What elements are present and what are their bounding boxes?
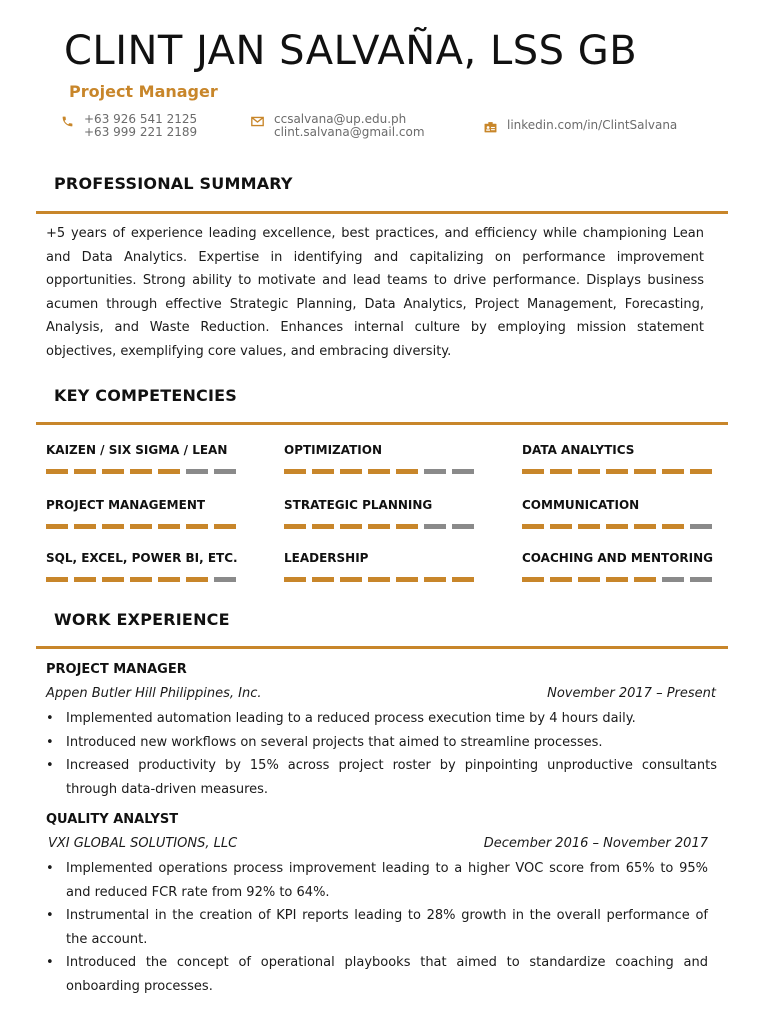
contact-phone <box>60 113 197 139</box>
job-company: Appen Butler Hill Philippines, Inc. <box>46 686 262 701</box>
level-segment <box>662 577 684 582</box>
level-segment <box>606 524 628 529</box>
linkedin-link[interactable]: linkedin.com/in/ClintSalvana <box>507 118 678 132</box>
list-item: • Instrumental in the creation of KPI reports leading to 28% growth in the overall performance of the account. <box>46 904 708 951</box>
level-segment <box>396 469 418 474</box>
level-segment <box>340 469 362 474</box>
contact-email <box>250 113 425 139</box>
level-segment <box>312 524 334 529</box>
level-segment <box>46 577 68 582</box>
level-segment <box>690 577 712 582</box>
level-segment <box>424 577 446 582</box>
competency-item <box>284 498 494 529</box>
competency-level-bar <box>284 469 494 474</box>
competency-level-bar <box>46 524 256 529</box>
level-segment <box>690 469 712 474</box>
summary-heading: PROFESSIONAL SUMMARY <box>54 174 293 193</box>
competency-label: OPTIMIZATION <box>284 443 383 457</box>
competency-label: DATA ANALYTICS <box>522 443 635 457</box>
level-segment <box>662 524 684 529</box>
competency-item <box>522 498 732 529</box>
competency-item <box>284 443 494 474</box>
level-segment <box>452 469 474 474</box>
level-segment <box>424 469 446 474</box>
job-dates: December 2016 – November 2017 <box>483 836 708 851</box>
competency-label: KAIZEN / SIX SIGMA / LEAN <box>46 443 228 457</box>
level-segment <box>186 577 208 582</box>
level-segment <box>368 577 390 582</box>
phone-number-2[interactable]: +63 999 221 2189 <box>84 125 198 139</box>
level-segment <box>214 469 236 474</box>
level-segment <box>690 524 712 529</box>
competency-level-bar <box>522 524 732 529</box>
competency-item <box>46 443 256 474</box>
competency-item <box>522 443 732 474</box>
list-item: • Implemented operations process improvement leading to a higher VOC score from 65% to 95% and reduced FCR rate from 92% to 64%. <box>46 857 708 904</box>
level-segment <box>424 524 446 529</box>
level-segment <box>102 469 124 474</box>
competency-item <box>284 551 494 582</box>
candidate-role: Project Manager <box>69 82 218 101</box>
job-dates: November 2017 – Present <box>547 686 716 701</box>
level-segment <box>284 577 306 582</box>
level-segment <box>606 469 628 474</box>
list-item: • Increased productivity by 15% across project roster by pinpointing unproductive consultants through data-driven measures. <box>46 754 717 801</box>
level-segment <box>634 577 656 582</box>
experience-divider <box>36 646 728 649</box>
envelope-icon <box>250 114 264 128</box>
competency-label: COMMUNICATION <box>522 498 640 512</box>
job-title: PROJECT MANAGER <box>46 662 187 677</box>
competency-label: LEADERSHIP <box>284 551 369 565</box>
competency-level-bar <box>284 524 494 529</box>
level-segment <box>634 469 656 474</box>
level-segment <box>662 469 684 474</box>
competencies-heading: KEY COMPETENCIES <box>54 386 237 405</box>
level-segment <box>550 524 572 529</box>
level-segment <box>522 577 544 582</box>
level-segment <box>158 577 180 582</box>
competency-label: COACHING AND MENTORING <box>522 551 713 565</box>
level-segment <box>312 469 334 474</box>
level-segment <box>284 524 306 529</box>
level-segment <box>550 577 572 582</box>
level-segment <box>130 469 152 474</box>
level-segment <box>102 577 124 582</box>
email-2[interactable]: clint.salvana@gmail.com <box>274 125 425 139</box>
competency-label: STRATEGIC PLANNING <box>284 498 433 512</box>
level-segment <box>284 469 306 474</box>
level-segment <box>130 577 152 582</box>
level-segment <box>46 469 68 474</box>
list-item: • Introduced new workflows on several projects that aimed to streamline processes. <box>46 731 717 755</box>
summary-text: +5 years of experience leading excellence, best practices, and efficiency while championing Lean and Data Analytics. Expertise in identifying and capitalizing on performance improvement opportunities. Strong ability to motivate and lead teams to drive performance. Displays business acumen through effective Strategic Planning, Data Analytics, Project Management, Forecasting, Analysis, and Waste Reduction. Enhances internal culture by employing mission statement objectives, exemplifying core values, and embracing diversity. <box>46 226 704 359</box>
competency-level-bar <box>522 469 732 474</box>
level-segment <box>74 469 96 474</box>
level-segment <box>522 524 544 529</box>
level-segment <box>578 524 600 529</box>
level-segment <box>46 524 68 529</box>
id-card-icon <box>483 120 497 134</box>
competency-item <box>522 551 732 582</box>
candidate-name: CLINT JAN SALVAÑA, LSS GB <box>64 28 638 74</box>
level-segment <box>186 469 208 474</box>
level-segment <box>102 524 124 529</box>
level-segment <box>522 469 544 474</box>
competency-level-bar <box>284 577 494 582</box>
experience-heading: WORK EXPERIENCE <box>54 610 230 629</box>
competency-item <box>46 498 256 529</box>
job-title: QUALITY ANALYST <box>46 812 179 827</box>
level-segment <box>634 524 656 529</box>
level-segment <box>214 577 236 582</box>
level-segment <box>368 469 390 474</box>
level-segment <box>606 577 628 582</box>
level-segment <box>578 577 600 582</box>
level-segment <box>158 524 180 529</box>
level-segment <box>452 524 474 529</box>
level-segment <box>578 469 600 474</box>
job-bullets <box>46 857 708 999</box>
list-item: • Introduced the concept of operational playbooks that aimed to standardize coaching and onboarding processes. <box>46 951 708 998</box>
phone-number-1[interactable]: +63 926 541 2125 <box>84 112 198 126</box>
level-segment <box>74 577 96 582</box>
competencies-divider <box>36 422 728 425</box>
competency-level-bar <box>46 469 256 474</box>
email-1[interactable]: ccsalvana@up.edu.ph <box>274 112 407 126</box>
level-segment <box>130 524 152 529</box>
level-segment <box>186 524 208 529</box>
level-segment <box>340 577 362 582</box>
level-segment <box>368 524 390 529</box>
level-segment <box>340 524 362 529</box>
summary-divider <box>36 211 728 214</box>
competency-label: PROJECT MANAGEMENT <box>46 498 206 512</box>
level-segment <box>452 577 474 582</box>
level-segment <box>158 469 180 474</box>
level-segment <box>550 469 572 474</box>
job-company: VXI GLOBAL SOLUTIONS, LLC <box>48 836 238 851</box>
phone-icon <box>60 114 74 128</box>
contact-linkedin <box>483 119 677 134</box>
level-segment <box>74 524 96 529</box>
level-segment <box>214 524 236 529</box>
competency-level-bar <box>46 577 256 582</box>
competency-label: SQL, EXCEL, POWER BI, ETC. <box>46 551 238 565</box>
competency-level-bar <box>522 577 732 582</box>
level-segment <box>396 577 418 582</box>
competency-item <box>46 551 256 582</box>
level-segment <box>312 577 334 582</box>
list-item: • Implemented automation leading to a reduced process execution time by 4 hours daily. <box>46 707 717 731</box>
level-segment <box>396 524 418 529</box>
job-bullets <box>46 707 717 801</box>
